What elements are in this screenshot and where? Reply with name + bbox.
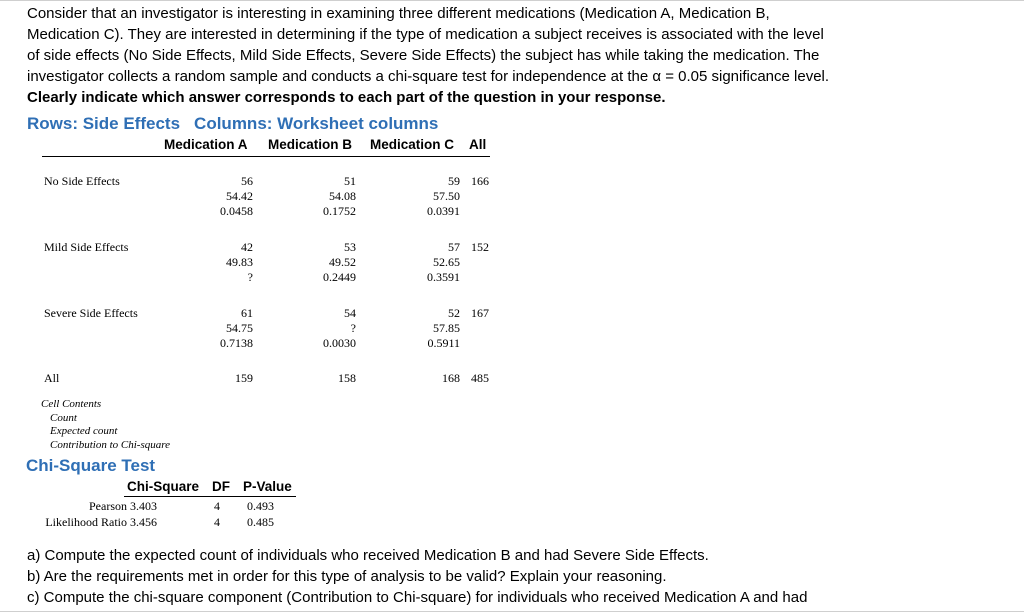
expected-count: 57.50 xyxy=(433,189,460,203)
instruction-text: Clearly indicate which answer corresponds to each part of the question in your response. xyxy=(27,89,666,106)
question-c: c) Compute the chi-square component (Contribution to Chi-square) for individuals who received Medication A and had xyxy=(27,589,808,606)
pearson-p-value: 0.493 xyxy=(247,499,274,513)
pearson-chi-square: 3.403 xyxy=(130,499,157,513)
bottom-divider xyxy=(0,611,1024,612)
header-rule xyxy=(42,156,490,157)
contribution: 0.0391 xyxy=(427,204,460,218)
pearson-df: 4 xyxy=(214,499,220,513)
expected-count: 49.52 xyxy=(329,255,356,269)
chi-header-p-value: P-Value xyxy=(243,479,292,494)
contribution: 0.0030 xyxy=(323,336,356,350)
row-label-all: All xyxy=(44,371,60,385)
cell-contents-item: Contribution to Chi-square xyxy=(50,438,170,451)
column-header-medication-b: Medication B xyxy=(268,137,353,152)
cell-mild-side-effects-medication-a xyxy=(226,240,253,285)
total-medication-a: 159 xyxy=(235,371,253,385)
cell-mild-side-effects-medication-b xyxy=(323,240,356,285)
total-medication-b: 158 xyxy=(338,371,356,385)
cell-severe-side-effects-medication-c xyxy=(427,306,460,351)
count: 54 xyxy=(344,306,356,320)
expected-count: 57.85 xyxy=(433,321,460,335)
count: 56 xyxy=(241,174,253,188)
questions-list xyxy=(27,545,1017,608)
intro-line-1: Consider that an investigator is interesting in examining three different medications (Medication A, Medication B, xyxy=(27,5,770,22)
column-header-medication-a: Medication A xyxy=(164,137,248,152)
contribution: 0.0458 xyxy=(220,204,253,218)
likelihood-ratio-label: Likelihood Ratio xyxy=(45,515,127,529)
contribution: ? xyxy=(247,270,253,284)
question-a: a) Compute the expected count of individuals who received Medication B and had Severe Side Effects. xyxy=(27,547,709,564)
contribution: 0.2449 xyxy=(323,270,356,284)
contribution: 0.3591 xyxy=(427,270,460,284)
count: 52 xyxy=(448,306,460,320)
row-label-mild-side-effects: Mild Side Effects xyxy=(44,240,129,254)
column-header-medication-c: Medication C xyxy=(370,137,455,152)
cell-no-side-effects-all: 166 xyxy=(471,174,489,188)
expected-count: ? xyxy=(350,321,356,335)
cell-mild-side-effects-medication-c xyxy=(427,240,460,285)
question-b: b) Are the requirements met in order for this type of analysis to be valid? Explain your reasoning. xyxy=(27,568,667,585)
cell-contents-legend xyxy=(41,398,170,452)
count: 42 xyxy=(241,240,253,254)
cell-severe-side-effects-medication-b xyxy=(323,306,356,351)
expected-count: 54.75 xyxy=(226,321,253,335)
intro-line-3: of side effects (No Side Effects, Mild Side Effects, Severe Side Effects) the subject has while taking the medication. The xyxy=(27,47,820,64)
chi-header-df: DF xyxy=(212,479,230,494)
cell-mild-side-effects-all: 152 xyxy=(471,240,489,254)
table-heading xyxy=(27,114,438,134)
count: 53 xyxy=(344,240,356,254)
grand-total: 485 xyxy=(471,371,489,385)
count: 57 xyxy=(448,240,460,254)
chi-header-rule xyxy=(124,496,296,497)
top-divider xyxy=(0,0,1024,1)
count: 59 xyxy=(448,174,460,188)
cell-no-side-effects-medication-a xyxy=(220,174,253,219)
row-label-severe-side-effects: Severe Side Effects xyxy=(44,306,138,320)
contribution: 0.7138 xyxy=(220,336,253,350)
rows-heading: Rows: Side Effects xyxy=(27,114,181,133)
count: 51 xyxy=(344,174,356,188)
column-header-all: All xyxy=(469,137,487,152)
chi-square-test-title: Chi-Square Test xyxy=(26,456,156,475)
total-medication-c: 168 xyxy=(442,371,460,385)
cell-no-side-effects-medication-c xyxy=(427,174,460,219)
problem-statement xyxy=(27,3,1017,108)
cell-severe-side-effects-all: 167 xyxy=(471,306,489,320)
count: 61 xyxy=(241,306,253,320)
likelihood-ratio-df: 4 xyxy=(214,515,220,529)
contribution: 0.1752 xyxy=(323,204,356,218)
row-label-no-side-effects: No Side Effects xyxy=(44,174,120,188)
expected-count: 49.83 xyxy=(226,255,253,269)
pearson-label: Pearson xyxy=(89,499,127,513)
cell-contents-item: Expected count xyxy=(50,425,118,437)
contribution: 0.5911 xyxy=(427,336,460,350)
expected-count: 54.42 xyxy=(226,189,253,203)
cell-severe-side-effects-medication-a xyxy=(220,306,253,351)
cell-contents-item: Count xyxy=(50,411,77,424)
cell-contents-title: Cell Contents xyxy=(41,398,102,410)
expected-count: 54.08 xyxy=(329,189,356,203)
intro-line-2: Medication C). They are interested in determining if the type of medication a subject receives is associated with the level xyxy=(27,26,824,43)
expected-count: 52.65 xyxy=(433,255,460,269)
cell-no-side-effects-medication-b xyxy=(323,174,356,219)
chi-header-chi-square: Chi-Square xyxy=(127,479,200,494)
intro-line-4: investigator collects a random sample and conducts a chi-square test for independence at the α = 0.05 significance level. xyxy=(27,68,830,85)
columns-heading: Columns: Worksheet columns xyxy=(194,114,439,133)
likelihood-ratio-chi-square: 3.456 xyxy=(130,515,157,529)
likelihood-ratio-p-value: 0.485 xyxy=(247,515,274,529)
